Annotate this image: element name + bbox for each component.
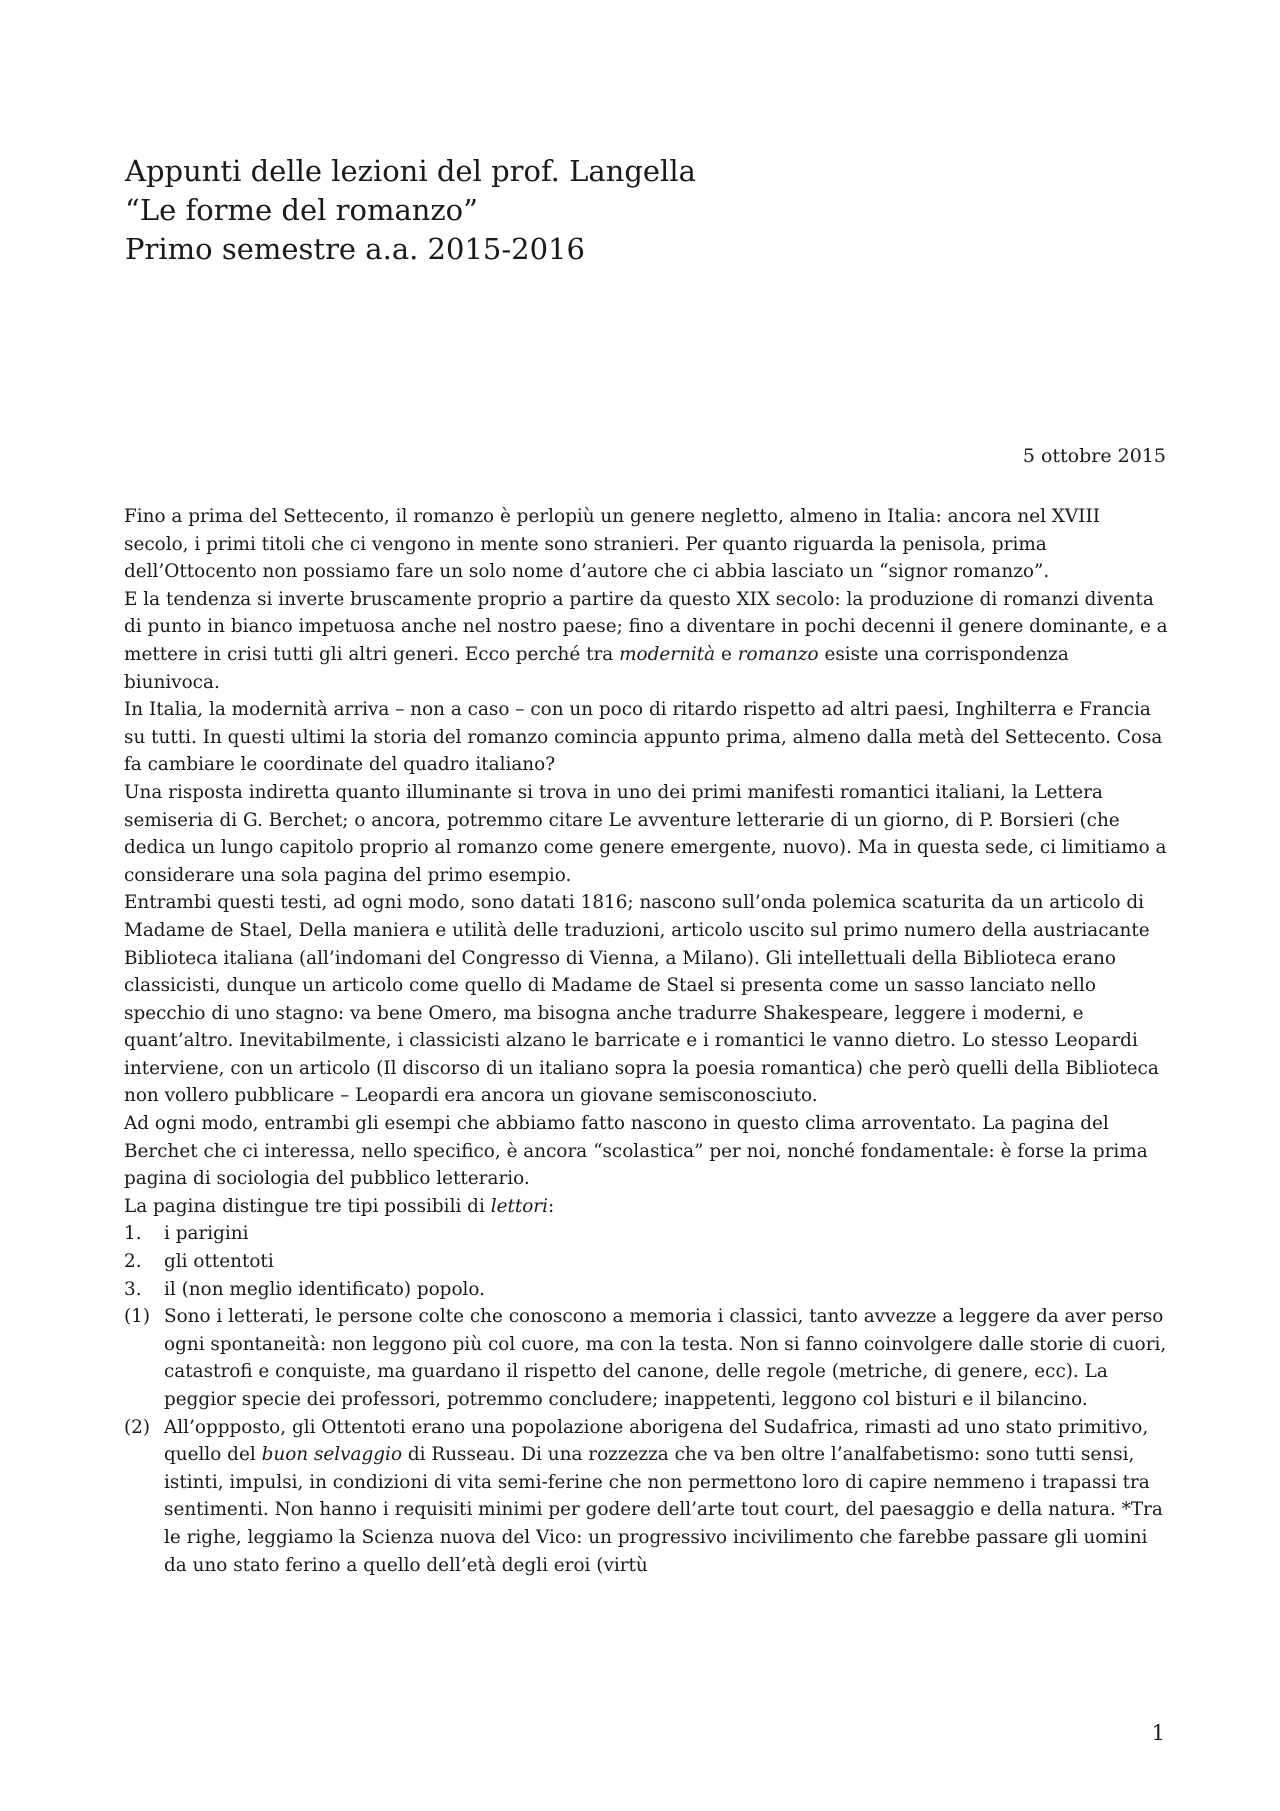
page-number: 1 (1151, 1721, 1165, 1745)
paragraph: La pagina distingue tre tipi possibili di lettori: (124, 1195, 555, 1217)
emphasis: buon selvaggio (261, 1444, 403, 1466)
list-marker: (2) (124, 1416, 151, 1438)
list-item (124, 1248, 1169, 1276)
lecture-date: 5 ottobre 2015 (1022, 445, 1166, 467)
paragraph: Ad ogni modo, entrambi gli esempi che abbiamo fatto nascono in questo clima arroventato. La pagina del Berchet che ci interessa, nello specifico, è ancora “scolastica” per noi, nonché fondamentale: è forse la prima pagina di sociologia del pubblico letterario. (124, 1113, 1148, 1190)
list-marker: 1. (124, 1223, 142, 1245)
paragraph: Entrambi questi testi, ad ogni modo, sono datati 1816; nascono sull’onda polemica scaturita da un articolo di Madame de Stael, Della maniera e utilità delle traduzioni, articolo uscito sul primo numero della austriacante Biblioteca italiana (all’indomani del Congresso di Vienna, a Milano). Gli intellettuali della Biblioteca erano classicisti, dunque un articolo come quello di Madame de Stael si presenta come un sasso lanciato nello specchio di uno stagno: va bene Omero, ma bisogna anche tradurre Shakespeare, leggere i moderni, e quant’altro. Inevitabilmente, i classicisti alzano le barricate e i romantici le vanno dietro. Lo stesso Leopardi interviene, con un articolo (Il discorso di un italiano sopra la poesia romantica) che però quelli della Biblioteca non vollero pubblicare – Leopardi era ancora un giovane semisconosciuto. (124, 892, 1159, 1107)
list-item-text: Sono i letterati, le persone colte che conoscono a memoria i classici, tanto avvezze a leggere da aver perso ogni spontaneità: non leggono più col cuore, ma con la testa. Non si fanno coinvolgere dalle storie di cuori, catastrofi e conquiste, ma guardano il rispetto del canone, delle regole (metriche, di genere, ecc). La peggior specie dei professori, potremmo concludere; inappetenti, leggono col bisturi e il bilancino. (164, 1306, 1167, 1410)
list-item-text: il (non meglio identificato) popolo. (164, 1278, 486, 1300)
list-item-text: All’oppposto, gli Ottentoti erano una popolazione aborigena del Sudafrica, rimasti ad uno stato primitivo, quello del buon selvaggio di Russeau. Di una rozzezza che va ben oltre l’analfabetismo: sono tutti sensi, istinti, impulsi, in condizioni di vita semi-ferine che non permettono loro di capire nemmeno i trapassi tra sentimenti. Non hanno i requisiti minimi per godere dell’arte tout court, del paesaggio e della natura. *Tra le righe, leggiamo la Scienza nuova del Vico: un progressivo incivilimento che farebbe passare gli uomini da uno stato ferino a quello dell’età degli eroi (virtù (164, 1416, 1163, 1576)
list-marker: 2. (124, 1251, 142, 1273)
list-item (124, 1220, 1169, 1248)
title-line-semester: Primo semestre a.a. 2015-2016 (125, 232, 585, 266)
list-item-text: gli ottentoti (164, 1251, 274, 1273)
title-line-course-notes: Appunti delle lezioni del prof. Langella (125, 154, 696, 188)
list-item (124, 1303, 1169, 1413)
list-marker: (1) (124, 1306, 151, 1328)
paragraph: Una risposta indiretta quanto illuminante si trova in uno dei primi manifesti romantici italiani, la Lettera semiseria di G. Berchet; o ancora, potremmo citare Le avventure letterarie di un giorno, di P. Borsieri (che dedica un lungo capitolo proprio al romanzo come genere emergente, nuovo). Ma in questa sede, ci limitiamo a considerare una sola pagina del primo esempio. (124, 781, 1167, 886)
emphasis: modernità (619, 643, 716, 665)
document-title (125, 152, 1165, 269)
paragraph: E la tendenza si inverte bruscamente proprio a partire da questo XIX secolo: la produzione di romanzi diventa di punto in bianco impetuosa anche nel nostro paese; fino a diventare in pochi decenni il genere dominante, e a mettere in crisi tutti gli altri generi. Ecco perché tra modernità e romanzo esiste una corrispondenza biunivoca. (124, 588, 1168, 693)
paragraph: Fino a prima del Settecento, il romanzo è perlopiù un genere negletto, almeno in Italia: ancora nel XVIII secolo, i primi titoli che ci vengono in mente sono stranieri. Per quanto riguarda la penisola, prima dell’Ottocento non possiamo fare un solo nome d’autore che ci abbia lasciato un “signor romanzo”. (124, 506, 1100, 583)
list-item-text: i parigini (164, 1223, 249, 1245)
parenthesized-list (124, 1303, 1169, 1579)
list-marker: 3. (124, 1278, 142, 1300)
emphasis: lettori (490, 1195, 548, 1217)
document-body (124, 503, 1169, 1579)
emphasis: romanzo (737, 643, 819, 665)
title-line-course-name: “Le forme del romanzo” (125, 193, 478, 227)
paragraph: In Italia, la modernità arriva – non a caso – con un poco di ritardo rispetto ad altri paesi, Inghilterra e Francia su tutti. In questi ultimi la storia del romanzo comincia appunto prima, almeno dalla metà del Settecento. Cosa fa cambiare le coordinate del quadro italiano? (124, 699, 1163, 776)
numbered-list (124, 1220, 1169, 1303)
list-item (124, 1414, 1169, 1580)
list-item (124, 1276, 1169, 1304)
